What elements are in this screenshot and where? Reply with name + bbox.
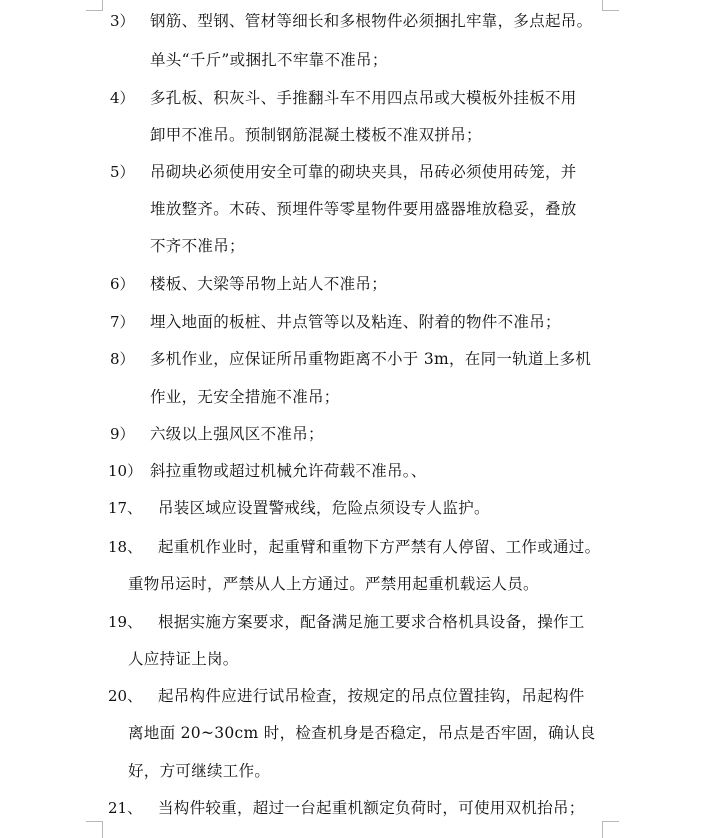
item-text-line: 吊装区域应设置警戒线，危险点须设专人监护。 bbox=[158, 499, 490, 517]
item-text-line: 堆放整齐。木砖、预埋件等零星物件要用盛器堆放稳妥，叠放 bbox=[150, 200, 577, 218]
item-text-line: 根据实施方案要求，配备满足施工要求合格机具设备，操作工 bbox=[158, 613, 585, 631]
item-text-line: 不齐不准吊； bbox=[150, 237, 245, 255]
item-number: 5） bbox=[110, 163, 135, 181]
item-number: 20、 bbox=[108, 687, 143, 705]
item-number: 10） bbox=[108, 462, 143, 480]
item-text-line: 斜拉重物或超过机械允许荷载不准吊。、 bbox=[150, 462, 427, 480]
item-text-line: 六级以上强风区不准吊； bbox=[150, 425, 324, 443]
item-number: 21、 bbox=[108, 799, 143, 817]
item-text-line: 起吊构件应进行试吊检查，按规定的吊点位置挂钩，吊起构件 bbox=[158, 687, 585, 705]
item-number: 7） bbox=[110, 313, 135, 331]
item-text-line: 钢筋、型钢、管材等细长和多根物件必须捆扎牢靠，多点起吊。 bbox=[150, 12, 593, 30]
page-corner-mark-bottom-left bbox=[86, 821, 103, 838]
item-number: 17、 bbox=[108, 499, 143, 517]
page-corner-mark-top-left bbox=[86, 0, 103, 11]
item-text-line: 埋入地面的板桩、井点管等以及粘连、附着的物件不准吊； bbox=[150, 313, 561, 331]
item-number: 18、 bbox=[108, 538, 143, 556]
item-text-line: 卸甲不准吊。预制钢筋混凝土楼板不准双拼吊； bbox=[150, 126, 482, 144]
item-number: 4） bbox=[110, 89, 135, 107]
item-number: 6） bbox=[110, 275, 135, 293]
item-text-line: 楼板、大梁等吊物上站人不准吊； bbox=[150, 275, 388, 293]
page-corner-mark-bottom-right bbox=[602, 821, 619, 838]
item-number: 3） bbox=[110, 12, 135, 30]
item-text-line: 多孔板、积灰斗、手推翻斗车不用四点吊或大模板外挂板不用 bbox=[150, 89, 577, 107]
item-text-line: 单头“千斤”或捆扎不牢靠不准吊； bbox=[150, 51, 388, 69]
page-corner-mark-top-right bbox=[602, 0, 619, 11]
item-text-line: 当构件较重，超过一台起重机额定负荷时，可使用双机抬吊； bbox=[158, 799, 585, 817]
item-text-line: 人应持证上岗。 bbox=[128, 650, 239, 668]
item-text-line: 重物吊运时，严禁从人上方通过。严禁用起重机载运人员。 bbox=[128, 575, 539, 593]
item-text-line: 吊砌块必须使用安全可靠的砌块夹具，吊砖必须使用砖笼，并 bbox=[150, 163, 577, 181]
item-text-line: 起重机作业时，起重臂和重物下方严禁有人停留、工作或通过。 bbox=[158, 538, 601, 556]
item-text-line: 作业，无安全措施不准吊； bbox=[150, 388, 340, 406]
item-number: 8） bbox=[110, 350, 135, 368]
item-text-line: 好，方可继续工作。 bbox=[128, 762, 271, 780]
item-number: 9） bbox=[110, 425, 135, 443]
item-text-line: 离地面 20~30cm 时，检查机身是否稳定，吊点是否牢固，确认良 bbox=[128, 724, 596, 742]
item-text-line: 多机作业，应保证所吊重物距离不小于 3m，在同一轨道上多机 bbox=[150, 350, 592, 368]
item-number: 19、 bbox=[108, 613, 143, 631]
